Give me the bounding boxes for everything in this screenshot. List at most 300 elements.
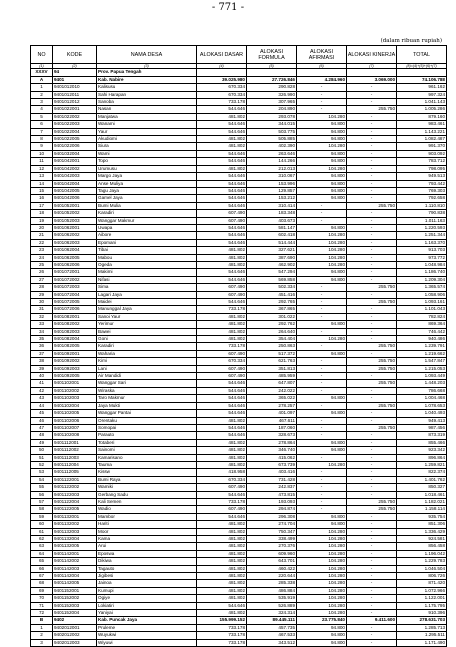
cell-kode: 9401042002 bbox=[53, 165, 97, 172]
table-row bbox=[31, 439, 447, 446]
cell-total: 961.162 bbox=[397, 84, 447, 91]
cell-total: 1.005.286 bbox=[397, 106, 447, 113]
cell-alokasi-dasar: 670.334 bbox=[197, 476, 247, 483]
table-row bbox=[31, 476, 447, 483]
cell-alokasi-kinerja: - bbox=[347, 247, 397, 254]
cell-alokasi-kinerja: 255.750 bbox=[347, 358, 397, 365]
cell-alokasi-dasar: 418.958 bbox=[197, 469, 247, 476]
cell-kode: 9401102001 bbox=[53, 380, 97, 387]
header-total: TOTAL bbox=[397, 46, 447, 64]
cell-alokasi-formula: 270.376 bbox=[247, 543, 297, 550]
cell-no: 14 bbox=[31, 180, 53, 187]
cell-kode: 9401052002 bbox=[53, 210, 97, 217]
cell-total: 1.219.662 bbox=[397, 350, 447, 357]
cell-total: 873.319 bbox=[397, 432, 447, 439]
cell-alokasi-afirmasi: 104.280 bbox=[297, 232, 347, 239]
cell-alokasi-afirmasi: - bbox=[297, 424, 347, 431]
cell-nama-desa: Sahi Harapan bbox=[97, 91, 197, 98]
cell-alokasi-dasar: 733.178 bbox=[197, 498, 247, 505]
table-row bbox=[31, 343, 447, 350]
cell-alokasi-dasar: 481.802 bbox=[197, 321, 247, 328]
cell-no: 38 bbox=[31, 358, 53, 365]
cell-alokasi-dasar: 607.490 bbox=[197, 291, 247, 298]
cell-nama-desa: Topo bbox=[97, 158, 197, 165]
cell-alokasi-afirmasi: 94.800 bbox=[297, 276, 347, 283]
cell-total: 1.401.762 bbox=[397, 476, 447, 483]
cell-alokasi-afirmasi: - bbox=[297, 328, 347, 335]
cell-alokasi-dasar: 607.490 bbox=[197, 350, 247, 357]
cell-no: 39 bbox=[31, 365, 53, 372]
cell-no: 4 bbox=[31, 106, 53, 113]
cell-alokasi-kinerja: - bbox=[347, 313, 397, 320]
cell-no: 45 bbox=[31, 410, 53, 417]
cell-nama-desa: Totaberi bbox=[97, 439, 197, 446]
cell-alokasi-afirmasi: 23.775.840 bbox=[297, 617, 347, 624]
cell-no: 31 bbox=[31, 306, 53, 313]
table-row bbox=[31, 573, 447, 580]
cell-alokasi-dasar: 544.646 bbox=[197, 276, 247, 283]
cell-nama-desa: Manunggal Jaya bbox=[97, 306, 197, 313]
cell-kode: 9401122001 bbox=[53, 476, 97, 483]
cell-no: 37 bbox=[31, 350, 53, 357]
cell-total: 1.220.593 bbox=[397, 224, 447, 231]
cell-alokasi-kinerja: - bbox=[347, 439, 397, 446]
cell-no: 48 bbox=[31, 432, 53, 439]
cell-no: 61 bbox=[31, 528, 53, 535]
cell-nama-desa: Kab. Puncak Jaya bbox=[97, 617, 197, 624]
cell-total: 1.186.740 bbox=[397, 269, 447, 276]
cell-alokasi-kinerja: - bbox=[347, 254, 397, 261]
cell-kode: 9401102006 bbox=[53, 417, 97, 424]
cell-nama-desa: Waharia bbox=[97, 350, 197, 357]
cell-alokasi-kinerja: - bbox=[347, 350, 397, 357]
cell-no: 69 bbox=[31, 587, 53, 594]
cell-kode: 9401132005 bbox=[53, 543, 97, 550]
cell-alokasi-dasar: 481.802 bbox=[197, 113, 247, 120]
cell-alokasi-dasar: 544.646 bbox=[197, 195, 247, 202]
cell-alokasi-kinerja: - bbox=[347, 291, 397, 298]
cell-alokasi-afirmasi: - bbox=[297, 358, 347, 365]
cell-no: 34 bbox=[31, 328, 53, 335]
cell-alokasi-formula: 183.348 bbox=[247, 210, 297, 217]
cell-total: 973.772 bbox=[397, 254, 447, 261]
table-row bbox=[31, 239, 447, 246]
cell-alokasi-formula: 293.078 bbox=[247, 113, 297, 120]
table-row bbox=[31, 417, 447, 424]
cell-alokasi-afirmasi: - bbox=[297, 99, 347, 106]
page-number: - 771 - bbox=[211, 2, 245, 13]
cell-alokasi-kinerja: - bbox=[347, 632, 397, 639]
header-nama-desa: NAMA DESA bbox=[97, 46, 197, 64]
cell-alokasi-kinerja: 3.069.000 bbox=[347, 76, 397, 83]
cell-kode: 9401132003 bbox=[53, 528, 97, 535]
cell-kode: 9401152001 bbox=[53, 587, 97, 594]
table-row bbox=[31, 513, 447, 520]
cell-alokasi-dasar: 481.802 bbox=[197, 439, 247, 446]
cell-kode: 9401132004 bbox=[53, 536, 97, 543]
cell-kode: 9401142002 bbox=[53, 558, 97, 565]
cell-alokasi-dasar: 544.646 bbox=[197, 380, 247, 387]
cell-alokasi-kinerja: 255.750 bbox=[347, 106, 397, 113]
cell-no: 19 bbox=[31, 217, 53, 224]
cell-total: 1.209.304 bbox=[397, 276, 447, 283]
index-cell: (5) bbox=[247, 64, 297, 69]
cell-kode: 9401032004 bbox=[53, 150, 97, 157]
cell-nama-desa: Uwapa bbox=[97, 224, 197, 231]
cell-no: 59 bbox=[31, 513, 53, 520]
cell-kode: 9401072002 bbox=[53, 276, 97, 283]
cell-nama-desa: Siura bbox=[97, 143, 197, 150]
cell-total: 822.374 bbox=[397, 469, 447, 476]
cell-total: 1.040.493 bbox=[397, 410, 447, 417]
cell-alokasi-kinerja: - bbox=[347, 210, 397, 217]
cell-nama-desa: Goni bbox=[97, 336, 197, 343]
cell-no: 56 bbox=[31, 491, 53, 498]
cell-alokasi-afirmasi: 104.280 bbox=[297, 247, 347, 254]
cell-alokasi-kinerja: 255.750 bbox=[347, 506, 397, 513]
table-row bbox=[31, 528, 447, 535]
cell-alokasi-formula: 285.338 bbox=[247, 580, 297, 587]
cell-no: 63 bbox=[31, 543, 53, 550]
cell-no: XXXV bbox=[31, 69, 53, 76]
cell-nama-desa: Kissw bbox=[97, 469, 197, 476]
cell-nama-desa: Wanami bbox=[97, 121, 197, 128]
cell-alokasi-kinerja: 255.750 bbox=[347, 424, 397, 431]
cell-alokasi-afirmasi: - bbox=[297, 498, 347, 505]
cell-alokasi-formula: 220.644 bbox=[247, 573, 297, 580]
cell-alokasi-dasar: 481.802 bbox=[197, 610, 247, 617]
cell-total: 869.364 bbox=[397, 321, 447, 328]
cell-no: 13 bbox=[31, 173, 53, 180]
cell-nama-desa: Wanggar Pantai bbox=[97, 410, 197, 417]
cell-alokasi-afirmasi: - bbox=[297, 417, 347, 424]
table-row bbox=[31, 210, 447, 217]
cell-nama-desa: Eposwa bbox=[97, 550, 197, 557]
cell-nama-desa: Ogiye bbox=[97, 595, 197, 602]
cell-alokasi-afirmasi: 94.800 bbox=[297, 521, 347, 528]
cell-no: 2 bbox=[31, 632, 53, 639]
cell-kode: 9401102008 bbox=[53, 432, 97, 439]
cell-total: 850.327 bbox=[397, 484, 447, 491]
cell-no: 16 bbox=[31, 195, 53, 202]
cell-alokasi-afirmasi: 94.800 bbox=[297, 136, 347, 143]
cell-no: 67 bbox=[31, 573, 53, 580]
table-row bbox=[31, 506, 447, 513]
index-cell: (8)=(4)+(5)+(6)+(7) bbox=[397, 64, 447, 69]
cell-alokasi-afirmasi: 4.284.960 bbox=[297, 76, 347, 83]
cell-nama-desa: Wamiki bbox=[97, 484, 197, 491]
cell-alokasi-kinerja: - bbox=[347, 484, 397, 491]
cell-total: 1.093.449 bbox=[397, 373, 447, 380]
cell-alokasi-dasar: 544.646 bbox=[197, 395, 247, 402]
cell-alokasi-afirmasi: 104.280 bbox=[297, 165, 347, 172]
cell-alokasi-formula: 326.990 bbox=[247, 91, 297, 98]
cell-alokasi-kinerja: - bbox=[347, 165, 397, 172]
cell-alokasi-formula: 290.828 bbox=[247, 84, 297, 91]
table-row bbox=[31, 558, 447, 565]
cell-kode: 9401012010 bbox=[53, 84, 97, 91]
cell-nama-desa: Moor bbox=[97, 528, 197, 535]
header-alokasi-dasar: ALOKASI DASAR bbox=[197, 46, 247, 64]
table-row bbox=[31, 521, 447, 528]
cell-alokasi-dasar: 733.178 bbox=[197, 624, 247, 631]
cell-alokasi-formula: 467.611 bbox=[247, 417, 297, 424]
cell-alokasi-afirmasi bbox=[297, 69, 347, 76]
cell-alokasi-kinerja: - bbox=[347, 195, 397, 202]
table-row bbox=[31, 121, 447, 128]
cell-alokasi-dasar: 155.999.152 bbox=[197, 617, 247, 624]
table-row bbox=[31, 247, 447, 254]
cell-no: 50 bbox=[31, 447, 53, 454]
cell-alokasi-afirmasi: 104.280 bbox=[297, 254, 347, 261]
cell-alokasi-kinerja: - bbox=[347, 150, 397, 157]
cell-no: 30 bbox=[31, 299, 53, 306]
cell-alokasi-dasar: 544.646 bbox=[197, 180, 247, 187]
cell-total: 1.082.487 bbox=[397, 136, 447, 143]
cell-nama-desa: Arui bbox=[97, 543, 197, 550]
cell-alokasi-afirmasi: 94.800 bbox=[297, 195, 347, 202]
cell-no: 29 bbox=[31, 291, 53, 298]
cell-no: 65 bbox=[31, 558, 53, 565]
cell-alokasi-formula: 467.533 bbox=[247, 632, 297, 639]
cell-alokasi-dasar: 481.802 bbox=[197, 313, 247, 320]
cell-total: 1.175.795 bbox=[397, 602, 447, 609]
cell-alokasi-formula: 451.416 bbox=[247, 291, 297, 298]
table-row bbox=[31, 217, 447, 224]
index-cell: (4) bbox=[197, 64, 247, 69]
cell-alokasi-formula: 486.884 bbox=[247, 587, 297, 594]
cell-alokasi-kinerja: - bbox=[347, 128, 397, 135]
cell-alokasi-formula bbox=[247, 69, 297, 76]
cell-alokasi-afirmasi: - bbox=[297, 387, 347, 394]
cell-total: 1.251.344 bbox=[397, 232, 447, 239]
cell-alokasi-formula: 264.640 bbox=[247, 328, 297, 335]
cell-kode: 9401112004 bbox=[53, 461, 97, 468]
table-row bbox=[31, 180, 447, 187]
cell-alokasi-formula: 457.735 bbox=[247, 624, 297, 631]
cell-no: 43 bbox=[31, 395, 53, 402]
cell-alokasi-kinerja: - bbox=[347, 602, 397, 609]
table-row bbox=[31, 587, 447, 594]
cell-alokasi-afirmasi: - bbox=[297, 454, 347, 461]
cell-alokasi-formula: 278.864 bbox=[247, 439, 297, 446]
cell-kode: 9402012003 bbox=[53, 639, 97, 646]
cell-total: 1.018.461 bbox=[397, 491, 447, 498]
cell-kode: 9401062001 bbox=[53, 224, 97, 231]
cell-alokasi-afirmasi: - bbox=[297, 210, 347, 217]
cell-alokasi-kinerja: - bbox=[347, 447, 397, 454]
cell-alokasi-kinerja: 255.750 bbox=[347, 343, 397, 350]
cell-kode: 9401062006 bbox=[53, 261, 97, 268]
cell-alokasi-kinerja: - bbox=[347, 143, 397, 150]
header-row bbox=[31, 46, 447, 64]
table-row bbox=[31, 313, 447, 320]
cell-alokasi-afirmasi: - bbox=[297, 284, 347, 291]
cell-nama-desa: Akudiomi bbox=[97, 136, 197, 143]
table-row bbox=[31, 306, 447, 313]
cell-no: 27 bbox=[31, 276, 53, 283]
table-row bbox=[31, 269, 447, 276]
cell-alokasi-afirmasi: - bbox=[297, 484, 347, 491]
cell-alokasi-formula: 27.726.846 bbox=[247, 76, 297, 83]
table-row bbox=[31, 128, 447, 135]
cell-alokasi-kinerja: - bbox=[347, 239, 397, 246]
cell-kode: 9402012002 bbox=[53, 632, 97, 639]
cell-alokasi-formula: 307.965 bbox=[247, 99, 297, 106]
cell-alokasi-formula: 212.013 bbox=[247, 165, 297, 172]
cell-total bbox=[397, 69, 447, 76]
cell-alokasi-dasar: 733.178 bbox=[197, 639, 247, 646]
table-row bbox=[31, 165, 447, 172]
cell-kode: 9401062004 bbox=[53, 247, 97, 254]
cell-kode: 9401072006 bbox=[53, 306, 97, 313]
cell-nama-desa: Air Mandidi bbox=[97, 373, 197, 380]
cell-alokasi-afirmasi: - bbox=[297, 476, 347, 483]
cell-no: 32 bbox=[31, 313, 53, 320]
cell-no: 20 bbox=[31, 224, 53, 231]
cell-alokasi-kinerja: - bbox=[347, 84, 397, 91]
cell-alokasi-afirmasi: 94.800 bbox=[297, 150, 347, 157]
cell-total: 879.160 bbox=[397, 113, 447, 120]
cell-alokasi-dasar: 481.802 bbox=[197, 454, 247, 461]
cell-alokasi-kinerja: - bbox=[347, 469, 397, 476]
cell-no: 41 bbox=[31, 380, 53, 387]
cell-total: 782.824 bbox=[397, 313, 447, 320]
cell-alokasi-afirmasi: 104.280 bbox=[297, 580, 347, 587]
table-row-group bbox=[31, 76, 447, 83]
table-row bbox=[31, 373, 447, 380]
cell-alokasi-dasar: 481.802 bbox=[197, 336, 247, 343]
cell-total: 1.259.821 bbox=[397, 461, 447, 468]
cell-alokasi-afirmasi: 104.280 bbox=[297, 543, 347, 550]
cell-nama-desa: Dikiwa bbox=[97, 558, 197, 565]
cell-alokasi-afirmasi: 94.800 bbox=[297, 224, 347, 231]
cell-alokasi-formula: 193.093 bbox=[247, 498, 297, 505]
cell-alokasi-kinerja: - bbox=[347, 261, 397, 268]
cell-alokasi-formula: 89.445.111 bbox=[247, 617, 297, 624]
cell-alokasi-kinerja: 255.750 bbox=[347, 498, 397, 505]
cell-alokasi-afirmasi: - bbox=[297, 202, 347, 209]
cell-total: 769.303 bbox=[397, 187, 447, 194]
cell-alokasi-kinerja: - bbox=[347, 91, 397, 98]
cell-total: 997.324 bbox=[397, 91, 447, 98]
table-row bbox=[31, 113, 447, 120]
cell-alokasi-formula: 526.889 bbox=[247, 602, 297, 609]
cell-alokasi-afirmasi: 94.800 bbox=[297, 410, 347, 417]
cell-alokasi-formula: 485.959 bbox=[247, 373, 297, 380]
cell-no: 53 bbox=[31, 469, 53, 476]
cell-alokasi-kinerja: - bbox=[347, 321, 397, 328]
table-row bbox=[31, 380, 447, 387]
cell-alokasi-kinerja: - bbox=[347, 476, 397, 483]
cell-alokasi-formula: 310.067 bbox=[247, 173, 297, 180]
cell-alokasi-kinerja: - bbox=[347, 373, 397, 380]
cell-alokasi-afirmasi: 104.280 bbox=[297, 550, 347, 557]
cell-alokasi-formula: 609.960 bbox=[247, 550, 297, 557]
cell-alokasi-afirmasi: 94.800 bbox=[297, 180, 347, 187]
cell-kode: 9401022006 bbox=[53, 143, 97, 150]
cell-total: 1.158.114 bbox=[397, 506, 447, 513]
cell-alokasi-formula: 365.022 bbox=[247, 395, 297, 402]
cell-alokasi-afirmasi: 94.800 bbox=[297, 639, 347, 646]
cell-nama-desa: Prov. Papua Tengah bbox=[97, 69, 197, 76]
cell-kode: 9401152004 bbox=[53, 610, 97, 617]
cell-alokasi-kinerja: - bbox=[347, 528, 397, 535]
cell-alokasi-formula: 310.414 bbox=[247, 202, 297, 209]
cell-total: 856.458 bbox=[397, 543, 447, 550]
cell-kode: 9401022005 bbox=[53, 136, 97, 143]
cell-alokasi-formula: 242.837 bbox=[247, 484, 297, 491]
cell-total: 1.365.574 bbox=[397, 284, 447, 291]
header-alokasi-formula: ALOKASI FORMULA bbox=[247, 46, 297, 64]
cell-total: 278.631.703 bbox=[397, 617, 447, 624]
cell-total: 1.048.984 bbox=[397, 261, 447, 268]
cell-no: 47 bbox=[31, 424, 53, 431]
cell-kode: 9401152002 bbox=[53, 595, 97, 602]
cell-alokasi-dasar: 544.646 bbox=[197, 513, 247, 520]
table-row bbox=[31, 276, 447, 283]
cell-alokasi-formula: 153.996 bbox=[247, 180, 297, 187]
cell-alokasi-kinerja: - bbox=[347, 580, 397, 587]
cell-alokasi-kinerja: - bbox=[347, 173, 397, 180]
cell-nama-desa: Tibai bbox=[97, 247, 197, 254]
cell-alokasi-afirmasi: 94.800 bbox=[297, 350, 347, 357]
table-row bbox=[31, 173, 447, 180]
header-no: NO bbox=[31, 46, 53, 64]
cell-no: 42 bbox=[31, 387, 53, 394]
cell-alokasi-formula: 292.762 bbox=[247, 321, 297, 328]
cell-total: 1.182.021 bbox=[397, 498, 447, 505]
cell-alokasi-afirmasi: 94.800 bbox=[297, 395, 347, 402]
cell-alokasi-dasar: 544.646 bbox=[197, 424, 247, 431]
cell-kode: 9401022001 bbox=[53, 106, 97, 113]
index-cell: (6) bbox=[297, 64, 347, 69]
cell-no: 1 bbox=[31, 84, 53, 91]
table-row bbox=[31, 543, 447, 550]
cell-nama-desa: Somopai bbox=[97, 424, 197, 431]
cell-nama-desa: Yerimur bbox=[97, 321, 197, 328]
cell-alokasi-afirmasi: - bbox=[297, 506, 347, 513]
cell-total: 851.306 bbox=[397, 521, 447, 528]
cell-alokasi-formula: 473.815 bbox=[247, 491, 297, 498]
cell-total: 1.295.511 bbox=[397, 632, 447, 639]
cell-alokasi-afirmasi: 104.280 bbox=[297, 536, 347, 543]
cell-nama-desa: Gamel Jaya bbox=[97, 195, 197, 202]
cell-nama-desa: Nifasi bbox=[97, 276, 197, 283]
cell-alokasi-kinerja: - bbox=[347, 595, 397, 602]
cell-alokasi-formula: 346.740 bbox=[247, 447, 297, 454]
cell-kode: 9401112005 bbox=[53, 469, 97, 476]
cell-alokasi-afirmasi: 94.800 bbox=[297, 439, 347, 446]
cell-alokasi-kinerja: - bbox=[347, 550, 397, 557]
cell-no: 28 bbox=[31, 284, 53, 291]
cell-alokasi-formula: 263.646 bbox=[247, 150, 297, 157]
table-row-group bbox=[31, 617, 447, 624]
cell-no: 9 bbox=[31, 143, 53, 150]
table-row bbox=[31, 536, 447, 543]
table-row bbox=[31, 632, 447, 639]
cell-alokasi-dasar: 481.802 bbox=[197, 261, 247, 268]
cell-total: 949.413 bbox=[397, 417, 447, 424]
cell-alokasi-dasar: 481.802 bbox=[197, 565, 247, 572]
cell-nama-desa: Kalisusu bbox=[97, 84, 197, 91]
cell-total: 1.163.370 bbox=[397, 239, 447, 246]
table-row bbox=[31, 402, 447, 409]
cell-total: 949.513 bbox=[397, 173, 447, 180]
cell-kode: 9401122003 bbox=[53, 491, 97, 498]
cell-no: 70 bbox=[31, 595, 53, 602]
cell-total: 1.046.504 bbox=[397, 565, 447, 572]
